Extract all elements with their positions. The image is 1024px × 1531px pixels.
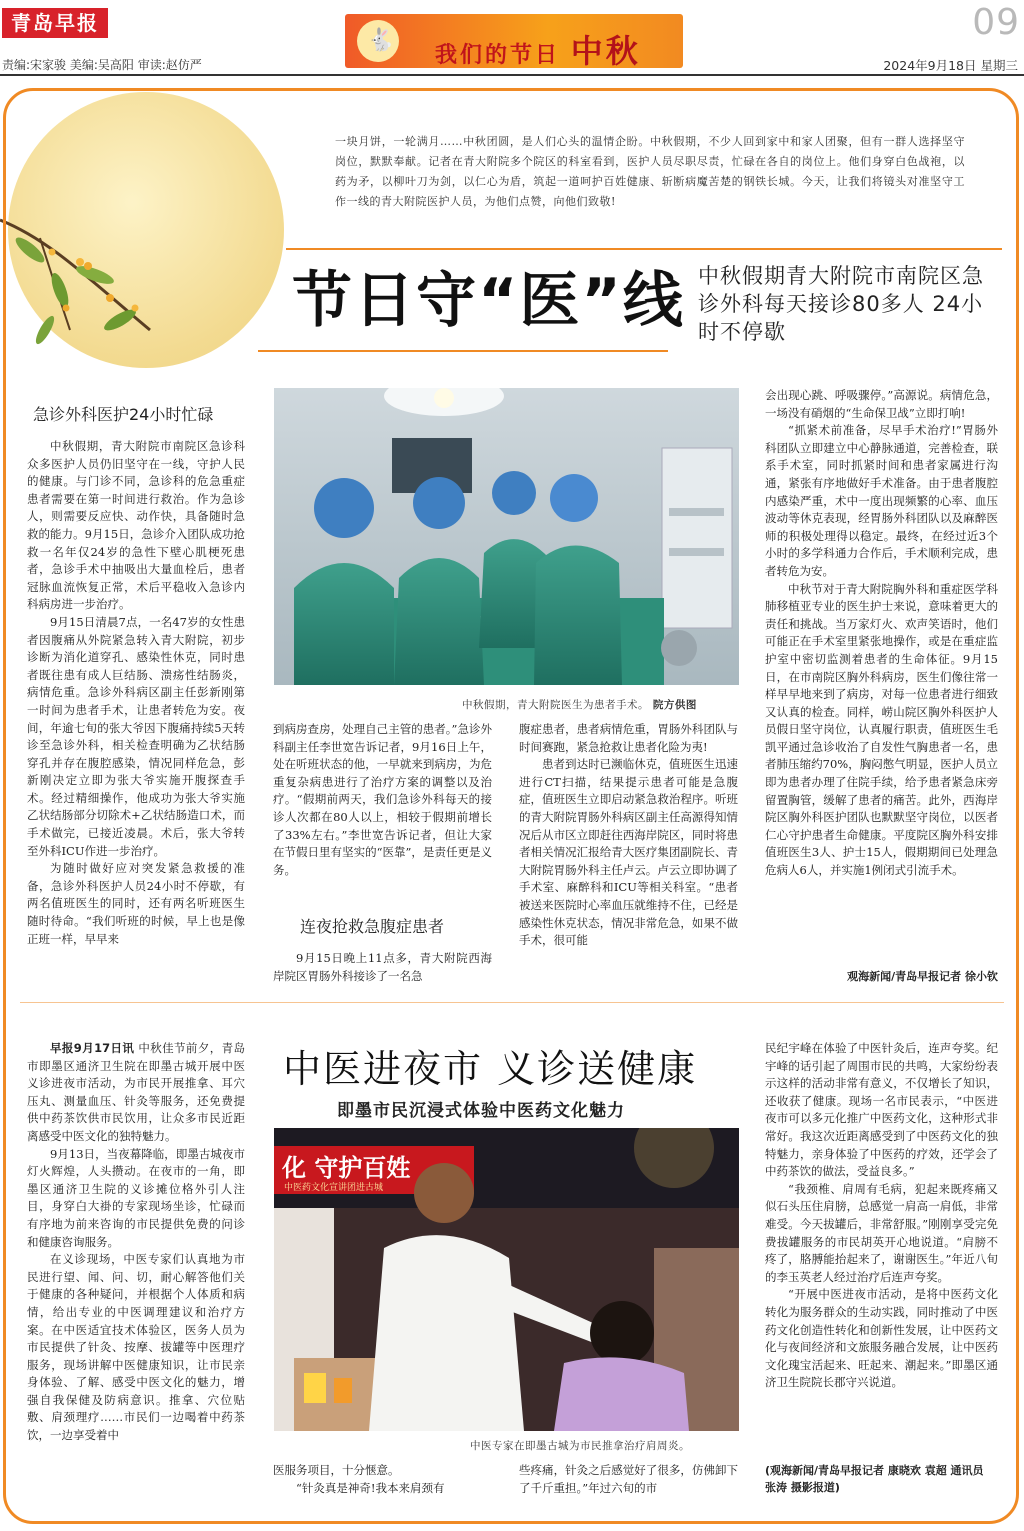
newspaper-logo: 青岛早报: [2, 8, 108, 38]
paragraph: 为随时做好应对突发紧急救援的准备，急诊外科医护人员24小时不停歇，有两名值班医生的同时，还有两名听班医生随时待命。“我们听班的时候，早上也是像正班一样，早早来: [27, 861, 245, 946]
caption-credit: 院方供图: [652, 699, 697, 711]
paragraph: 到病房查房，处理自己主管的患者。”急诊外科副主任李世宽告诉记者，9月16日上午，处在听班状态的他，一早就来到病房，为危重复杂病患进行了治疗方案的调整以及治疗。“假期前两天，我们急诊外科每天的接诊人次都在80人以上，相较于假期前增长了33%左右。”李世宽告诉记者，但让大家在节假日里有坚实的“医靠”，是责任更是义务。: [273, 722, 492, 877]
headline-rule-top: [286, 248, 1002, 250]
masthead-divider: [0, 74, 1024, 76]
surgery-photo: [274, 388, 739, 685]
article1-byline: 观海新闻/青岛早报记者 徐小钦: [847, 970, 998, 983]
festival-banner: [345, 14, 683, 68]
photo-banner-text: 化 守护百姓: [282, 1154, 411, 1182]
banner-festival: 中秋: [570, 32, 641, 70]
paragraph: 医服务项目，十分惬意。: [273, 1463, 400, 1477]
article-separator: [20, 1002, 1004, 1003]
paragraph: “针灸真是神奇!我本来肩颈有: [296, 1480, 445, 1495]
article1-section-heading: 急诊外科医护24小时忙碌: [33, 405, 214, 424]
surgery-scene-illustration: [274, 388, 739, 685]
rabbit-icon: 🐇: [367, 28, 395, 53]
editor-credits: 责编:宋家骏 美编:吴高阳 审读:赵仿严: [2, 58, 202, 72]
article1-subtitle: 中秋假期青大附院市南院区急诊外科每天接诊80多人 24小时不停歇: [698, 264, 984, 344]
paragraph: 中秋节对于青大附院胸外科和重症医学科肺移植亚专业的医生护士来说，意味着更大的责任和挑战。当万家灯火、欢声笑语时，他们可能正在手术室里紧张地操作，或是在重症监护室中密切监测着患者的生命体征。9月15日，在市南院区胸外科病房，医生们像往常一样早早地来到了病房，对每一位患者进行细致又认真的检查。同样，崂山院区胸外科医护人员假日坚守岗位，认真履行职责，值班医生毛凯平通过急诊收治了自发性气胸患者一名，患者肺压缩约70%，胸闷憋气明显，医护人员立即为患者办理了住院手续，给予患者紧急床旁留置胸管，缓解了患者的痛苦。此外，西海岸院区胸外科医护团队也默默坚守岗位，以医者仁心守护患者生命健康。平度院区胸外科安排值班医生3人、护士15人，假期期间已处理急危病人6人，并实施1例闭式引流手术。: [765, 581, 998, 878]
banner-text: [435, 26, 641, 72]
tcm-massage-illustration: [274, 1128, 739, 1431]
article1-column-1: [27, 438, 245, 986]
paragraph: 些疼痛，针灸之后感觉好了很多，仿佛卸下了千斤重担。”年过六旬的市: [519, 1463, 738, 1495]
paragraph: 9月15日晚上11点多，青大附院西海岸院区胃肠外科接诊了一名急: [273, 951, 492, 983]
article2-column-1: [27, 1040, 245, 1498]
article2-title: 中医进夜市 义诊送健康: [283, 1047, 698, 1091]
article2-column-4: [765, 1040, 998, 1460]
article2-byline: (观海新闻/青岛早报记者 康晓欢 袁超 通讯员 张涛 摄影报道): [765, 1464, 984, 1494]
caption-text: 中秋假期，青大附院医生为患者手术。: [462, 699, 649, 711]
night-market-photo-caption: 中医专家在即墨古城为市民推拿治疗肩周炎。: [470, 1440, 690, 1452]
paragraph-text: 中秋佳节前夕，青岛市即墨区通济卫生院在即墨古城开展中医义诊进夜市活动，为市民开展推拿、耳穴压丸、测量血压、针灸等服务，还免费提供中药茶饮供市民饮用，让众多市民近距离感受中医文化的独特魅力。: [27, 1041, 245, 1143]
article1-section-heading-2: 连夜抢救急腹症患者: [300, 917, 445, 936]
article1-column-4: [765, 387, 998, 967]
article1-column-2b: [273, 950, 492, 986]
paragraph: 民纪宇峰在体验了中医针灸后，连声夸奖。纪宇峰的话引起了周围市民的共鸣，大家纷纷表示这样的活动非常有意义，不仅增长了知识，还收获了健康。现场一名市民表示，“中医进夜市可以多元化推广中医药文化，这种形式非常好。我这次近距离感受到了中医药文化的独特魅力，亲身体验了中医药的疗效，还学会了中药茶饮的做法，受益良多。”: [765, 1041, 998, 1179]
paragraph: “开展中医进夜市活动，是将中医药文化转化为服务群众的生动实践，同时推动了中医药文化创造性转化和创新性发展，让中医药文化与夜间经济和文旅服务融合发展，让中医药文化瑰宝活起来、旺起来、潮起来。”即墨区通济卫生院院长郡守兴说道。: [765, 1287, 998, 1390]
paragraph: 患者到达时已濒临休克，值班医生迅速进行CT扫描，结果提示患者可能是急腹症，值班医生立即启动紧急救治程序。听班的青大附院胃肠外科病区副主任高源得知情况后从市区立即赶往西海岸院区，同时将患者相关情况汇报给青大医疗集团副院长、青大附院胃肠外科主任卢云。卢云立即协调了手术室、麻醉科和ICU等相关科室。“患者被送来医院时心率血压就维持不住，已经是感染性休克状态，情况非常危急，如果不做手术，很可能: [519, 757, 738, 948]
paragraph: 中秋假期，青大附院市南院区急诊科众多医护人员仍旧坚守在一线，守护人民的健康。与门诊不同，急诊科的危急重症患者需要在第一时间进行救治。作为急诊人，则需要反应快、动作快，具备随时急救的能力。9月15日，急诊介入团队成功抢救一名年仅24岁的急性下壁心肌梗死患者，急诊手术中抽吸出大量血栓后，患者冠脉血流恢复正常，术后平稳收入急诊内科病房进一步治疗。: [27, 439, 245, 612]
night-market-photo: [274, 1128, 739, 1431]
article2-column-2: [273, 1462, 492, 1498]
banner-label: 我们的节日: [435, 43, 561, 68]
paragraph: 会出现心跳、呼吸骤停。”高源说。病情危急，一场没有硝烟的“生命保卫战”立即打响!: [765, 388, 998, 420]
paragraph: “抓紧术前准备，尽早手术治疗!”胃肠外科团队立即建立中心静脉通道，完善检查，联系手术室，同时抓紧时间和患者家属进行沟通，紧张有序地做好手术准备。由于患者腹腔内感染严重，术中一度出现频繁的心率、血压波动等休克表现，经胃肠外科团队以及麻醉医师的积极处理得以稳定。最终，在经过近3个小时的多学科通力合作后，手术顺利完成，患者转危为安。: [765, 423, 998, 578]
article1-column-2: [273, 721, 492, 899]
paragraph: 9月15日清晨7点，一名47岁的女性患者因腹痛从外院紧急转入青大附院，初步诊断为消化道穿孔、感染性休克，同时患者既往患有成人巨结肠、溃疡性结肠炎，病情危重。急诊外科病区副主任彭新刚第一时间为患者手术，让患者转危为安。夜间，年逾七旬的张大爷因下腹痛持续5天转诊至急诊外科，相关检查明确为乙状结肠穿孔并存在腹腔感染，情况同样危急，彭新刚决定立即为张大爷实施开腹探查手术。经过精细操作，他成功为张大爷实施乙状结肠部分切除术+乙状结肠造口术，而手术做完，已接近凌晨。术后，张大爷转至外科ICU作进一步治疗。: [27, 614, 245, 858]
intro-paragraph: 一块月饼，一轮满月……中秋团圆，是人们心头的温情企盼。中秋假期，不少人回到家中和家人团聚，但有一群人选择坚守岗位，默默奉献。记者在青大附院多个院区的科室看到，医护人员尽职尽责，忙碌在各自的岗位上。他们身穿白色战袍，以药为矛，以柳叶刀为剑，以仁心为盾，筑起一道呵护百姓健康、斩断病魔苦楚的钢铁长城。今天，让我们将镜头对准坚守工作一线的青大附院医护人员，为他们点赞，向他们致敬!: [335, 135, 965, 208]
headline-rule-bottom: [258, 350, 668, 352]
issue-date: 2024年9月18日 星期三: [883, 58, 1018, 73]
paragraph: 9月13日，当夜幕降临，即墨古城夜市灯火辉煌，人头攒动。在夜市的一角，即墨区通济卫生院的义诊摊位格外引人注目，身穿白大褂的专家现场坐诊，忙碌而有序地为前来咨询的市民提供免费的问诊和健康咨询服务。: [27, 1146, 245, 1249]
article1-column-3: [519, 721, 738, 986]
photo-banner-subtext: 中医药文化宣讲团进古城: [284, 1183, 384, 1193]
surgery-photo-caption: [462, 697, 697, 712]
paragraph: “我颈椎、肩周有毛病，犯起来既疼痛又似石头压住肩膀，总感觉一肩高一肩低，非常难受。今天拔罐后，非常舒服。”刚刚享受完免费拔罐服务的市民胡英开心地说道。“肩膀不疼了，胳膊能抬起来了，谢谢医生。”年近八旬的李玉英老人经过治疗后连声夸奖。: [765, 1181, 998, 1284]
article1-title: 节日守“医”线: [292, 266, 685, 336]
page-number: 09: [972, 2, 1020, 43]
article2-subtitle: 即墨市民沉浸式体验中医药文化魅力: [337, 1101, 625, 1121]
article2-column-3: [519, 1462, 738, 1498]
article2-dateline: 早报9月17日讯: [50, 1041, 135, 1055]
paragraph: 在义诊现场，中医专家们认真地为市民进行望、闻、问、切，耐心解答他们关于健康的各种疑问，并根据个人体质和病情，给出专业的中医调理建议和治疗方案。在中医适宜技术体验区，医务人员为市民提供了针灸、按摩、拔罐等中医理疗服务，现场讲解中医健康知识，让市民亲身体验、了解、感受中医文化的魅力，增强自我保健及防病意识。推拿、穴位贴敷、肩颈理疗……市民们一边喝着中药茶饮，一边享受着中: [27, 1252, 245, 1443]
paragraph: 腹症患者，患者病情危重，胃肠外科团队与时间赛跑，紧急抢救让患者化险为夷!: [519, 722, 738, 754]
